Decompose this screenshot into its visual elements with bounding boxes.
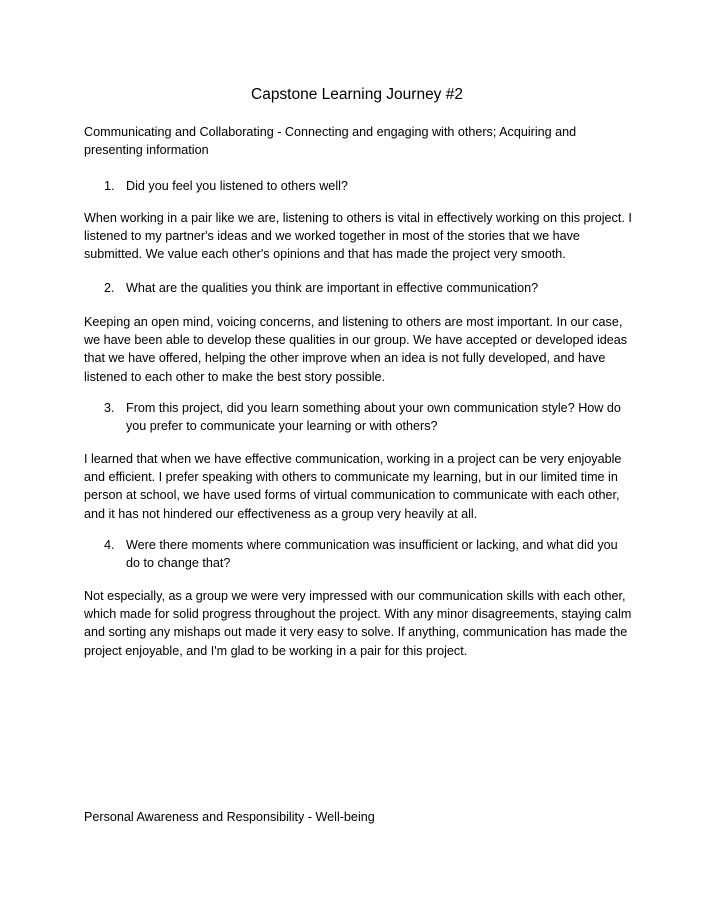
question-text: What are the qualities you think are important in effective communication? xyxy=(126,281,539,295)
question-1 xyxy=(104,177,624,195)
answer-2: Keeping an open mind, voicing concerns, and listening to others are most important. In our case, we have been able to develop these qualities in our group. We have accepted or developed ideas that we have offered, helping the other improve when an idea is not fully developed, and have listened to each other to make the best story possible. xyxy=(84,315,628,384)
question-text: From this project, did you learn something about your own communication style? How do you prefer to communicate your learning or with others? xyxy=(126,401,621,434)
question-text: Did you feel you listened to others well? xyxy=(126,179,348,193)
question-3 xyxy=(104,399,624,435)
question-number: 2. xyxy=(104,281,115,295)
question-number: 4. xyxy=(104,538,115,552)
page-title: Capstone Learning Journey #2 xyxy=(251,86,463,103)
answer-3: I learned that when we have effective communication, working in a project can be very enjoyable and efficient. I prefer speaking with others to communicate my learning, but in our limited time in person at school, we have used forms of virtual communication to communicate with each other, and it has not hindered our effectiveness as a group very heavily at all. xyxy=(84,452,622,521)
answer-4: Not especially, as a group we were very impressed with our communication skills with each other, which made for solid progress throughout the project. With any minor disagreements, staying calm and sorting any mishaps out made it very easy to solve. If anything, communication has made the project enjoyable, and I'm glad to be working in a pair for this project. xyxy=(84,589,632,658)
question-number: 3. xyxy=(104,401,115,415)
answer-1: When working in a pair like we are, listening to others is vital in effectively working on this project. I listened to my partner's ideas and we worked together in most of the stories that we have submitted. We value each other's opinions and that has made the project very smooth. xyxy=(84,211,632,262)
question-4 xyxy=(104,536,624,572)
question-number: 1. xyxy=(104,179,115,193)
footer-heading: Personal Awareness and Responsibility - Well-being xyxy=(84,810,375,824)
section-heading: Communicating and Collaborating - Connecting and engaging with others; Acquiring and presenting information xyxy=(84,125,577,158)
question-2 xyxy=(104,279,624,297)
question-text: Were there moments where communication was insufficient or lacking, and what did you do to change that? xyxy=(126,538,618,571)
